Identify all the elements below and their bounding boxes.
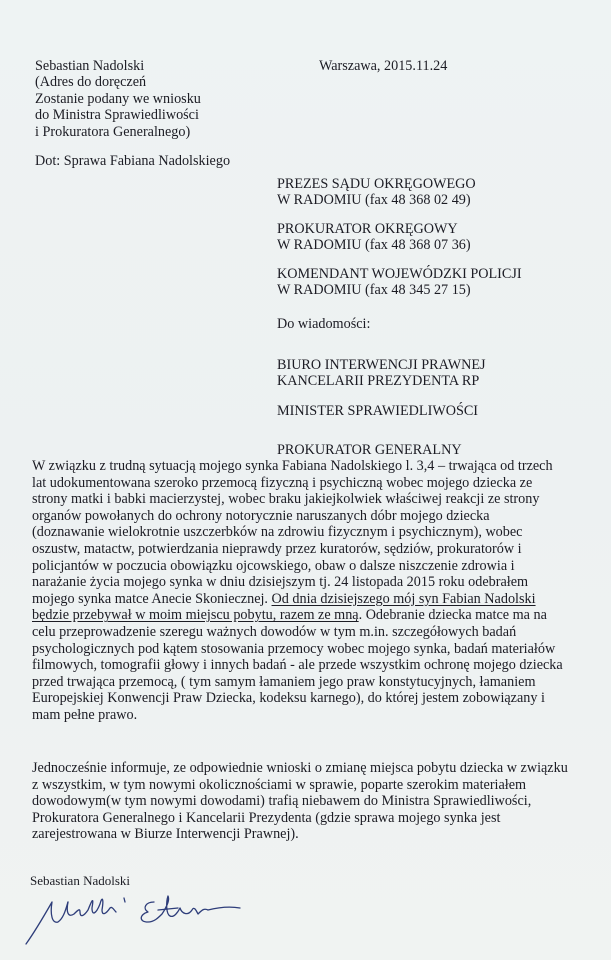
body-line: zarejestrowana w Biurze Interwencji Prawnej). [32,826,299,843]
body-line: organów powołanych do ochrony notorycznie naruszanych dóbr mojego dziecka [32,507,490,524]
body-line: mam pełne prawo. [32,706,138,723]
body-line: narażanie życia mojego synka w dniu dzisiejszym tj. 24 listopada 2015 roku odebrałem [32,574,529,591]
cc-title: BIURO INTERWENCJI PRAWNEJ [277,357,486,373]
cc-label: Do wiadomości: [277,316,371,332]
cc-legal-intervention-office [277,357,486,390]
recipient-title: PROKURATOR OKRĘGOWY [277,221,458,237]
body-line: lat udokumentowana szeroko przemocą fizyczną i psychiczną wobec mojego dziecka ze [32,474,533,491]
body-line: W związku z trudną sytuacją mojego synka Fabiana Nadolskiego l. 3,4 – trwająca od trzech [32,458,553,474]
cc-minister-of-justice [277,403,478,419]
sender-address-line: i Prokuratora Generalnego) [35,123,191,140]
body-line: Europejskiej Konwencji Praw Dziecka, kodeksu karnego), do której jestem zobowiązany i [32,690,545,707]
sender-address-line: do Ministra Sprawiedliwości [35,107,199,124]
body-paragraph-2 [32,760,568,843]
recipient-location: W RADOMIU (fax 48 345 27 15) [277,282,471,299]
closing-name: Sebastian Nadolski [30,873,131,888]
cc-title: MINISTER SPRAWIEDLIWOŚCI [277,403,479,419]
body-line: celu przeprowadzenie szeregu ważnych dowodów w tym m.in. szczegółowych badań [32,623,517,640]
recipient-title: PREZES SĄDU OKRĘGOWEGO [277,176,476,192]
body-line [32,607,563,624]
subject-line: Dot: Sprawa Fabiana Nadolskiego [35,153,231,169]
sender-name: Sebastian Nadolski [35,58,145,74]
underlined-statement: Od dnia dzisiejszego mój syn Fabian Nadolski [271,590,536,607]
sender-address [35,58,201,140]
body-text: mojego synka matce Anecie Skoniecznej. [32,590,272,607]
body-paragraph-1 [32,458,563,724]
body-text: . Odebranie dziecka matce ma na [358,607,547,624]
recipient-title: KOMENDANT WOJEWÓDZKI POLICJI [277,266,522,282]
recipient-district-prosecutor [277,221,471,254]
cc-title: PROKURATOR GENERALNY [277,442,462,458]
sender-address-line: (Adres do doręczeń [35,74,147,91]
body-line: Jednocześnie informuje, ze odpowiednie wnioski o zmianę miejsca pobytu dziecka w związku [32,760,568,776]
body-line: z wszystkim, w tym nowymi okolicznościami w sprawie, poparte szerokim materiałem [32,776,527,793]
body-line: filmowych, tomografii głowy i innych badań - ale przede wszystkim ochronę mojego dziecka [32,657,563,674]
recipient-police-commander [277,266,522,299]
cc-title: KANCELARII PREZYDENTA RP [277,373,480,390]
body-line: Prokuratora Generalnego i Kancelarii Prezydenta (gdzie sprawa mojego synka jest [32,809,501,826]
underlined-statement: będzie przebywał w moim miejscu pobytu, razem ze mną [32,607,359,624]
body-line: przed trwająca przemocą, ( tym samym łamaniem jego praw konstytucyjnych, łamaniem [32,673,536,690]
recipient-court-president [277,176,476,209]
recipient-location: W RADOMIU (fax 48 368 07 36) [277,237,471,254]
body-line: oszustw, matactw, potwierdzania nieprawdy przez kuratorów, sędziów, prokuratorów i [32,540,522,557]
body-line: dowodowym(w tym nowymi dowodami) trafią niebawem do Ministra Sprawiedliwości, [32,793,532,810]
handwritten-signature-icon [18,888,278,948]
sender-address-line: Zostanie podany we wniosku [35,90,201,107]
body-line: policjantów w poczucia obowiązku ojcowskiego, obaw o dalsze niszczenie zdrowia i [32,557,515,574]
place-date: Warszawa, 2015.11.24 [319,58,448,74]
cc-prosecutor-general [277,442,462,458]
body-line: psychologicznych pod kątem stosowania przemocy wobec mojego synka, badań materiałów [32,640,556,657]
body-line: (doznawanie wielokrotnie uszczerbków na zdrowiu fizycznym i psychicznym), wobec [32,524,523,541]
recipient-location: W RADOMIU (fax 48 368 02 49) [277,192,471,209]
body-line [32,591,563,608]
body-line: strony matki i babki macierzystej, wobec braku jakiejkolwiek właściwej reakcji ze strony [32,491,540,508]
